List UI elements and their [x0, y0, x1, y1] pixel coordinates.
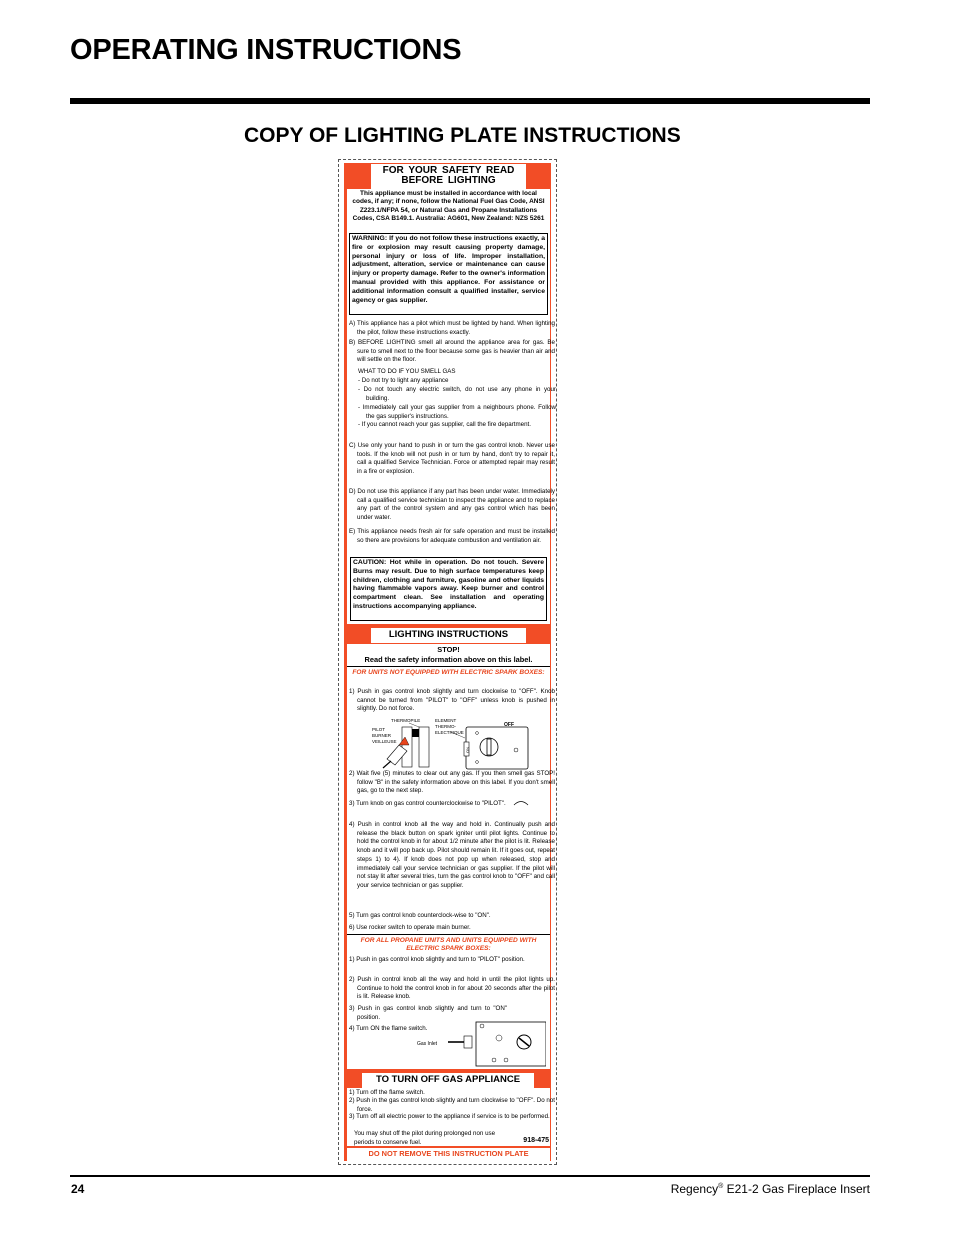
turn-off-header: TO TURN OFF GAS APPLIANCE [375, 1074, 521, 1085]
counterclockwise-icon [512, 799, 530, 807]
valve-diagram [369, 715, 549, 771]
stop-instruction: Read the safety information above on this label. [364, 655, 533, 664]
propane-step-2: 2) Push in control knob all the way and hold in until the pilot lights up. Continue to hold the control knob in for about 20 seconds after the pilot is lit. Release knob. [349, 976, 555, 1001]
stop-text: STOP! [437, 645, 460, 654]
gas-valve-icon [464, 722, 528, 769]
page-number: 24 [71, 1182, 85, 1196]
divider [347, 666, 550, 667]
off-label: OFF [504, 722, 514, 728]
lighting-header: LIGHTING INSTRUCTIONS [388, 629, 509, 640]
propane-step-4: 4) Turn ON the flame switch. [349, 1025, 428, 1032]
divider [347, 934, 550, 935]
smell-gas-item: - Immediately call your gas supplier from a neighbours phone. Follow the gas supplier's instructions. [358, 404, 556, 420]
off-step-3: 3) Turn off all electric power to the appliance if service is to be performed. [349, 1113, 550, 1120]
footer-brand: Regency [670, 1182, 719, 1196]
off-note: You may shut off the pilot during prolonged non use periods to conserve fuel. [354, 1130, 496, 1146]
burner-label: BURNER [372, 733, 392, 738]
off-step-2: 2) Push in the gas control knob slightly and turn clockwise to "OFF". Do not force. [349, 1097, 555, 1113]
item-c: C) Use only your hand to push in or turn the gas control knob. Never use tools. If the knob will not push in or turn by hand, don't try to repair it, call a qualified Service Technician. Force or attempted repair may result in a fire or explosion. [349, 442, 555, 476]
thermo-label: THERMO- [435, 724, 456, 729]
do-not-remove: DO NOT REMOVE THIS INSTRUCTION PLATE [368, 1149, 529, 1158]
step-2: 2) Wait five (5) minutes to clear out any gas. If you then smell gas STOP! follow "B" in the safety information above on this label. If you don't smell gas, go to the next step. [349, 770, 555, 795]
registered-mark: ® [718, 1183, 724, 1190]
on-label: ON [465, 747, 470, 753]
item-b: B) BEFORE LIGHTING smell all around the appliance area for gas. Be sure to smell next to the floor because some gas is heavier than air and will settle on the floor. [349, 339, 555, 364]
item-e: E) This appliance needs fresh air for safe operation and must be installed so there are provisions for adequate combustion and ventilation air. [349, 528, 555, 544]
footer-product: E21-2 Gas Fireplace Insert [723, 1182, 870, 1196]
top-divider [70, 98, 870, 104]
section-title: COPY OF LIGHTING PLATE INSTRUCTIONS [244, 124, 681, 147]
propane-step-3: 3) Push in gas control knob slightly and turn to "ON" position. [349, 1005, 507, 1021]
smell-gas-title: WHAT TO DO IF YOU SMELL GAS [358, 368, 456, 375]
bottom-divider [70, 1175, 870, 1177]
item-a: A) This appliance has a pilot which must be lighted by hand. When lighting the pilot, follow these instructions exactly. [349, 320, 555, 336]
thermopile-label: THERMOPILE [391, 718, 421, 723]
item-d: D) Do not use this appliance if any part has been under water. Immediately call a qualified service technician to inspect the appliance and to replace any part of the control system and any gas control which has been under water. [349, 488, 555, 522]
electrique-label: ELECTRIQUE [435, 730, 464, 735]
spark-valve-diagram [414, 1018, 546, 1068]
propane-step-1: 1) Push in gas control knob slightly and turn to "PILOT" position. [349, 956, 525, 963]
smell-gas-item: - Do not touch any electric switch, do not use any phone in your building. [358, 386, 556, 402]
step-1: 1) Push in gas control knob slightly and turn clockwise to "OFF". Knob cannot be turned from "PILOT" to "OFF" unless knob is pushed in slightly. Do not force. [349, 688, 555, 713]
page-title: OPERATING INSTRUCTIONS [70, 34, 462, 66]
plate-background [344, 163, 556, 1161]
step-5: 5) Turn gas control knob counterclock-wise to "ON". [349, 912, 491, 919]
step-4: 4) Push in control knob all the way and hold in. Continually push and release the black button on spark igniter until pilot lights. Continue to hold the control knob in for about 1/2 minute after the pilot is lit. Release knob and it will pop back up. Pilot should remain lit. If it goes out, repeat steps 1) to 4). If knob does not pop up when released, stop and immediately call your service technician or gas supplier. If the pilot will not stay lit after several tries, turn the gas control knob to "OFF" and call your service technician or gas supplier. [349, 821, 555, 889]
footer-title [671, 1182, 870, 1196]
off-step-1: 1) Turn off the flame switch. [349, 1089, 425, 1096]
element-label: ELEMENT [435, 718, 457, 723]
pilot-label: PILOT [372, 727, 386, 732]
lighting-plate [338, 159, 557, 1165]
propane-header: FOR ALL PROPANE UNITS AND UNITS EQUIPPED WITH ELECTRIC SPARK BOXES: [360, 937, 537, 952]
smell-gas-item: - If you cannot reach your gas supplier, call the fire department. [358, 421, 531, 428]
veilleuse-label: VEILLEUSE [372, 739, 397, 744]
not-spark-header: FOR UNITS NOT EQUIPPED WITH ELECTRIC SPARK BOXES: [352, 669, 545, 676]
warning-box: WARNING: If you do not follow these instructions exactly, a fire or explosion may result causing property damage, personal injury or loss of life. Improper installation, adjustment, alteration, service or maintenance can cause injury or property damage. Refer to the owner's information manual provided with this appliance. For assistance or additional information consult a qualified installer, service agency or gas supplier. [349, 233, 548, 315]
step-3: 3) Turn knob on gas control counterclockwise to "PILOT". [349, 800, 506, 807]
part-number: 918-475 [523, 1137, 549, 1144]
safety-header: FOR YOUR SAFETY READ BEFORE LIGHTING [382, 165, 515, 186]
step-6: 6) Use rocker switch to operate main burner. [349, 924, 471, 931]
smell-gas-item: - Do not try to light any appliance [358, 377, 449, 384]
gas-inlet-label: Gas Inlet [417, 1041, 438, 1047]
caution-box: CAUTION: Hot while in operation. Do not touch. Severe Burns may result. Due to high surface temperatures keep children, clothing and furniture, gasoline and other liquids having flammable vapors away. Keep burner and control compartment clean. See installation and operating instructions accompanying appliance. [350, 557, 547, 621]
codes-text: This appliance must be installed in accordance with local codes, if any; if none, follow the National Fuel Gas Code, ANSI Z223.1/NFPA 54, or Natural Gas and Propane Installations Codes, CSA B149.1. Australia: AG601, New Zealand: NZS 5261 [352, 190, 545, 222]
